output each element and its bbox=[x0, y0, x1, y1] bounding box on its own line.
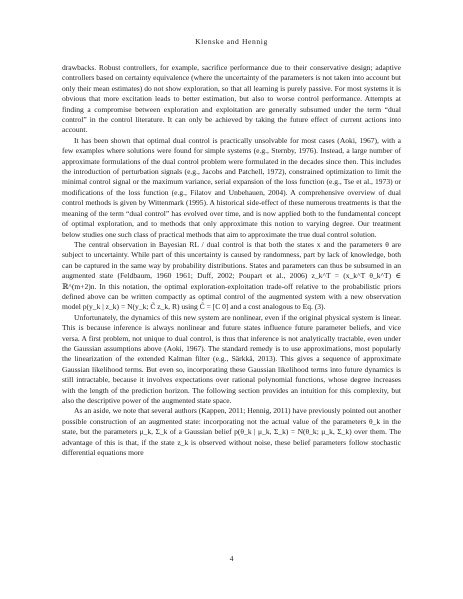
page-number: 4 bbox=[229, 554, 234, 563]
paragraph-exploration-drawbacks: drawbacks. Robust controllers, for example, sacrifice performance due to their conservative design; adaptive controllers based on certainty equivalence (where the uncertainty of the parameters is not taken into account but only their mean estimates) do not show exploration, so that all learning is purely passive. For most systems it is obvious that more excitation leads to better estimation, but also to worse control performance. Attempts at finding a compromise between exploration and exploitation are generally subsumed under the term “dual control” in the control literature. It can only be achieved by taking the future effect of current actions into account. bbox=[62, 63, 401, 135]
running-header: Klenske and Hennig bbox=[195, 37, 268, 46]
paragraph-belief-parameters: As an aside, we note that several authors (Kappen, 2011; Hennig, 2011) have previously pointed out another possible construction of an augmented state: incorporating not the actual value of the parameters θ_k in the state, but the parameters μ_k, Σ_k of a Gaussian belief p(θ_k | μ_k, Σ_k) = N(θ_k; μ_k, Σ_k) over them. The advantage of this is that, if the state z_k is observed without noise, these belief parameters follow stochastic differential equations more bbox=[62, 406, 402, 458]
paragraph-nonlinear-dynamics: Unfortunately, the dynamics of this new system are nonlinear, even if the original physical system is linear. This is because inference is always nonlinear and future states influence future parameter beliefs, and vice versa. A first problem, not unique to dual control, is thus that inference is not analytically tractable, even under the Gaussian assumptions above (Aoki, 1967). The standard remedy is to use approximations, most popularly the linearization of the extended Kalman filter (e.g., Särkkä, 2013). This gives a sequence of approximate Gaussian likelihood terms. But even so, incorporating these Gaussian likelihood terms into future dynamics is still intractable, because it involves expectations over rational polynomial functions, whose degree increases with the length of the prediction horizon. The following section provides an intuition for this complexity, but also the descriptive power of the augmented state space. bbox=[62, 312, 401, 405]
paragraph-augmented-state: The central observation in Bayesian RL / dual control is that both the states x and the parameters θ are subject to uncertainty. While part of this uncertainty is caused by randomness, part by lack of knowledge, both can be captured in the same way by probability distributions. States and parameters can thus be subsumed in an augmented state (Feldbaum, 1960 1961; Duff, 2002; Poupart et al., 2006) z_k^T = (x_k^T θ_k^T) ∈ ℝ^(m+2)n. In this notation, the optimal exploration-exploitation trade-off relative to the probabilistic priors defined above can be written compactly as optimal control of the augmented system with a new observation model p(y_k | z_k) = N(y_k; C̃ z_k, R) using C̃ = [C 0] and a cost analogous to Eq. (3). bbox=[62, 239, 401, 312]
main-text-column bbox=[62, 63, 401, 458]
paragraph-dual-control-history: It has been shown that optimal dual control is practically unsolvable for most cases (Aoki, 1967), with a few examples where solutions were found for simple systems (e.g., Sternby, 1976). Instead, a large number of approximate formulations of the dual control problem were formulated in the decades since then. This includes the introduction of perturbation signals (e.g., Jacobs and Patchell, 1972), constrained optimization to limit the minimal control signal or the maximum variance, serial expansion of the loss function (e.g., Tse et al., 1973) or modifications of the loss function (e.g., Filatov and Unbehauen, 2004). A comprehensive overview of dual control methods is given by Wittenmark (1995). A historical side-effect of these numerous treatments is that the meaning of the term “dual control” has evolved over time, and is now applied both to the fundamental concept of optimal exploration, and to methods that only approximate this notion to varying degree. Our treatment below studies one such class of practical methods that aim to approximate the true dual control solution. bbox=[62, 135, 401, 239]
